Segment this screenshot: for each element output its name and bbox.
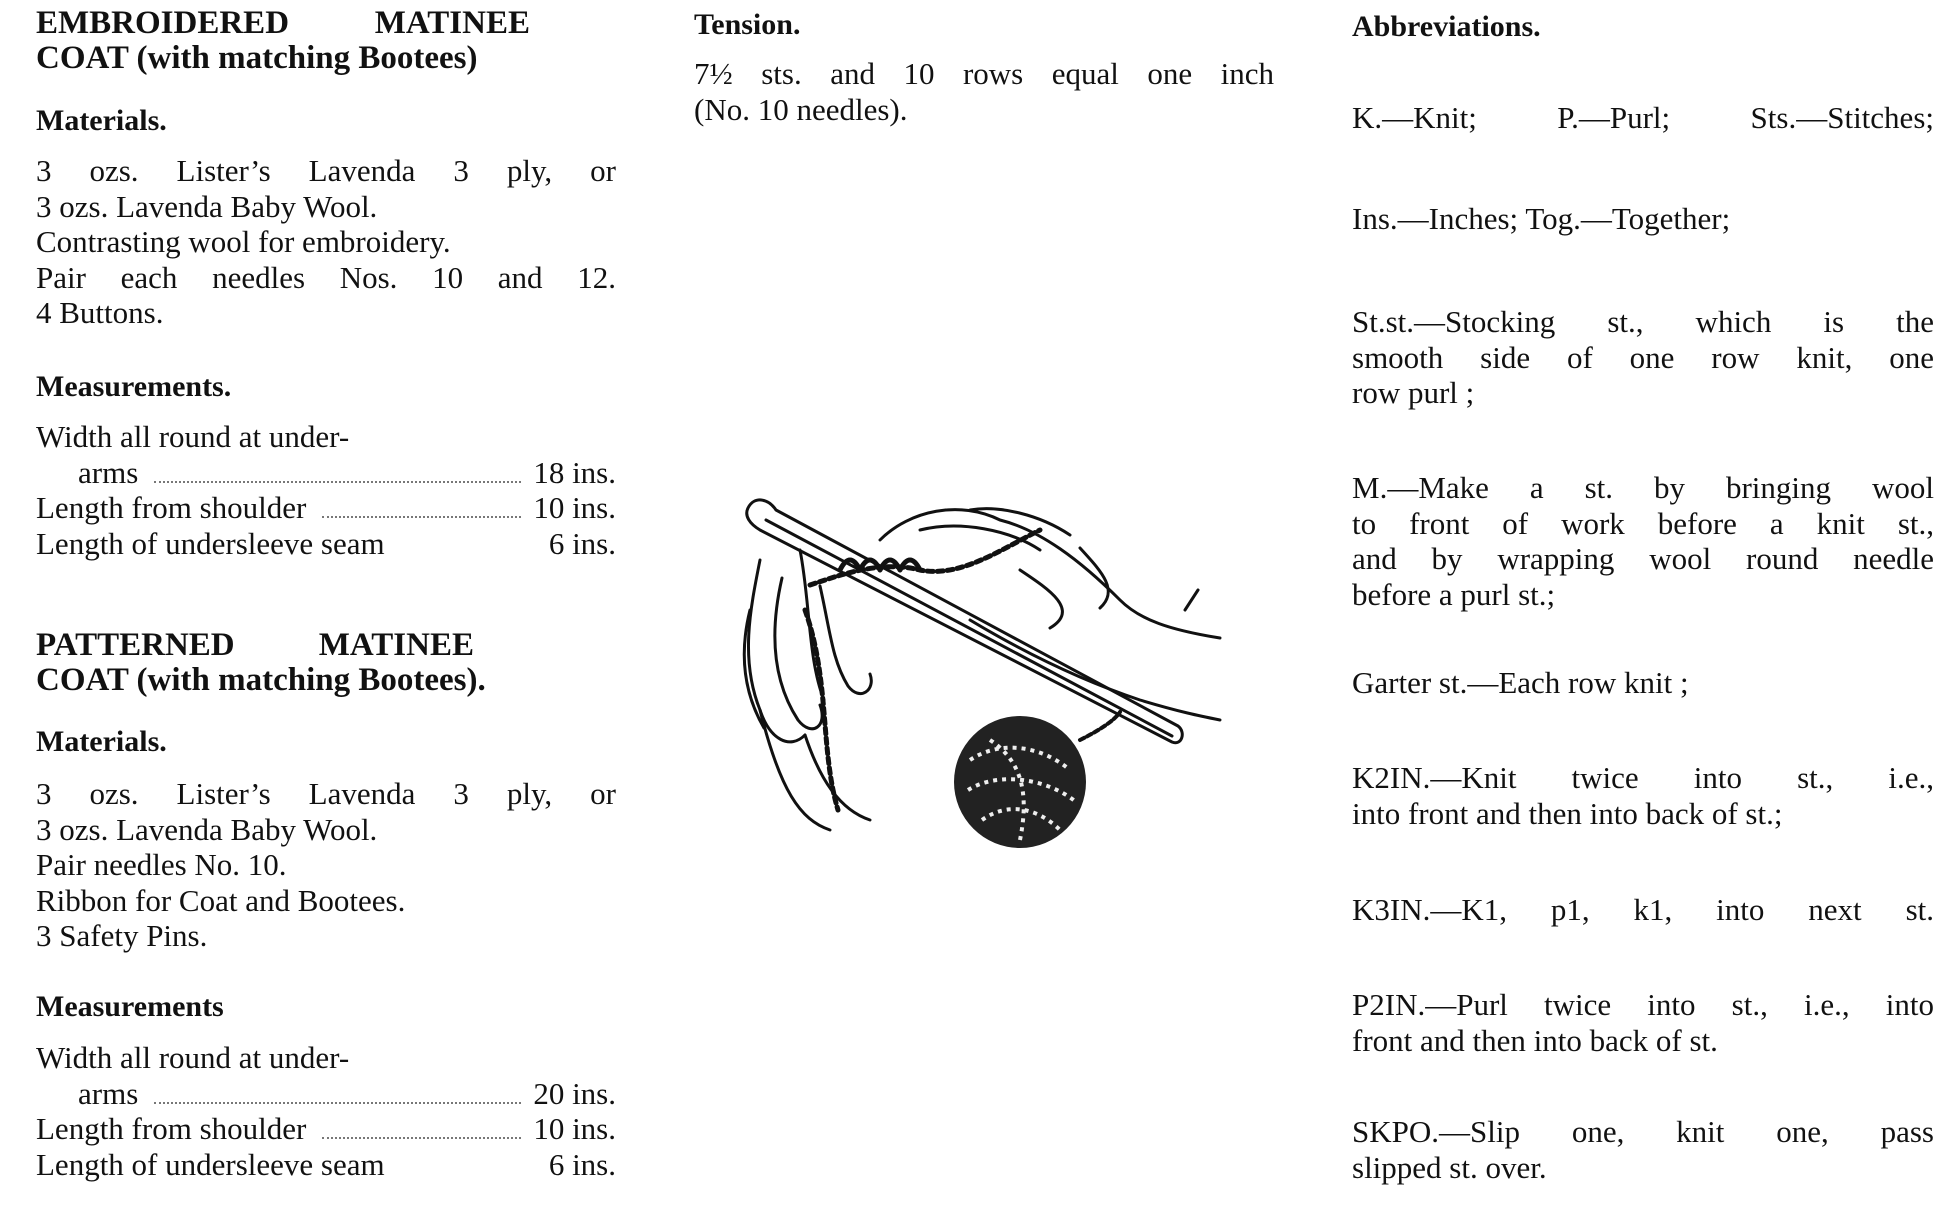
- measurement-label: arms: [78, 454, 139, 490]
- leader-dots: [322, 515, 521, 518]
- embroidered-section: [36, 6, 620, 76]
- abbr-line: Ins.—Inches; Tog.—Together;: [1352, 201, 1731, 236]
- patterned-materials-list: [36, 776, 616, 954]
- abbreviations-heading: Abbreviations.: [1352, 10, 1541, 43]
- patterned-section: [36, 628, 620, 698]
- embroidered-measurements-table: [36, 419, 616, 561]
- material-line: 3 ozs. Lister’s Lavenda 3 ply, or: [36, 776, 616, 811]
- abbr-line: front and then into back of st.: [1352, 1022, 1718, 1058]
- abbr-line: SKPO.—Slip one, knit one, pass: [1352, 1114, 1934, 1149]
- abbr-item: [1352, 304, 1934, 411]
- material-line: 4 Buttons.: [36, 295, 164, 330]
- measurement-value: 10 ins.: [533, 1111, 616, 1146]
- hands-knitting-illustration: [720, 490, 1240, 880]
- abbr-item: [1352, 470, 1934, 612]
- patterned-materials-heading: Materials.: [36, 725, 167, 758]
- abbr-line: row purl ;: [1352, 375, 1475, 410]
- material-line: Pair needles No. 10.: [36, 847, 287, 882]
- abbr-item: [1352, 665, 1934, 701]
- measurement-intro: Width all round at under-: [36, 419, 350, 454]
- material-line: Pair each needles Nos. 10 and 12.: [36, 259, 616, 295]
- abbr-line: into front and then into back of st.;: [1352, 795, 1783, 831]
- abbr-line: P2IN.—Purl twice into st., i.e., into: [1352, 987, 1934, 1022]
- measurement-value: 6 ins.: [548, 525, 616, 561]
- measurement-value: 20 ins.: [533, 1075, 616, 1111]
- abbr-line: M.—Make a st. by bringing wool: [1352, 470, 1934, 505]
- abbr-item: [1352, 201, 1934, 237]
- abbr-line: to front of work before a knit st.,: [1352, 505, 1934, 541]
- abbr-item: [1352, 987, 1934, 1058]
- leader-dots: [322, 1136, 521, 1139]
- leader-dots: [154, 480, 521, 483]
- measurement-label: Length from shoulder: [36, 490, 307, 525]
- abbr-line: St.st.—Stocking st., which is the: [1352, 304, 1934, 339]
- measurement-value: 6 ins.: [548, 1146, 616, 1182]
- measurement-intro: Width all round at under-: [36, 1040, 350, 1075]
- patterned-title-line1: PATTERNED MATINEE: [36, 627, 474, 663]
- leader-dots: [154, 1101, 521, 1104]
- measurement-row: [36, 1111, 616, 1147]
- abbr-item: [1352, 100, 1934, 136]
- embroidered-title-line1: EMBROIDERED MATINEE: [36, 5, 530, 41]
- measurement-label: Length of undersleeve seam: [36, 525, 385, 561]
- abbr-line: slipped st. over.: [1352, 1149, 1547, 1185]
- measurement-value: 18 ins.: [533, 454, 616, 490]
- measurement-row: [36, 455, 616, 491]
- tension-heading: Tension.: [694, 8, 801, 41]
- measurement-row: [36, 1147, 616, 1183]
- measurement-value: 10 ins.: [533, 490, 616, 525]
- tension-line: 7½ sts. and 10 rows equal one inch: [694, 56, 1274, 91]
- tension-line: (No. 10 needles).: [694, 91, 908, 127]
- material-line: Contrasting wool for embroidery.: [36, 224, 451, 259]
- abbr-line: K.—Knit; P.—Purl; Sts.—Stitches;: [1352, 100, 1934, 135]
- tension-text: [694, 56, 1274, 127]
- abbr-line: smooth side of one row knit, one: [1352, 339, 1934, 375]
- measurement-row: [36, 526, 616, 562]
- embroidered-measurements-heading: Measurements.: [36, 370, 232, 403]
- embroidered-materials-heading: Materials.: [36, 104, 167, 137]
- patterned-title-line2: COAT (with matching Bootees).: [36, 662, 486, 698]
- abbr-line: K2IN.—Knit twice into st., i.e.,: [1352, 760, 1934, 795]
- measurement-label: arms: [78, 1075, 139, 1111]
- embroidered-title-line2: COAT (with matching Bootees): [36, 40, 478, 76]
- material-line: 3 ozs. Lavenda Baby Wool.: [36, 811, 378, 847]
- patterned-measurements-table: [36, 1040, 616, 1182]
- abbr-item: [1352, 760, 1934, 831]
- measurement-label: Length of undersleeve seam: [36, 1146, 385, 1182]
- abbr-item: [1352, 892, 1934, 928]
- material-line: 3 ozs. Lavenda Baby Wool.: [36, 188, 378, 224]
- measurement-row: [36, 490, 616, 526]
- abbr-line: Garter st.—Each row knit ;: [1352, 665, 1689, 700]
- material-line: 3 Safety Pins.: [36, 918, 208, 953]
- abbr-line: before a purl st.;: [1352, 576, 1556, 612]
- embroidered-materials-list: [36, 153, 616, 331]
- abbr-line: K3IN.—K1, p1, k1, into next st.: [1352, 892, 1934, 927]
- measurement-row: [36, 1076, 616, 1112]
- ball-of-wool: [954, 716, 1086, 848]
- abbr-item: [1352, 1114, 1934, 1185]
- abbr-line: and by wrapping wool round needle: [1352, 541, 1934, 576]
- measurement-label: Length from shoulder: [36, 1111, 307, 1146]
- material-line: 3 ozs. Lister’s Lavenda 3 ply, or: [36, 153, 616, 188]
- material-line: Ribbon for Coat and Bootees.: [36, 882, 406, 918]
- patterned-measurements-heading: Measurements: [36, 990, 224, 1023]
